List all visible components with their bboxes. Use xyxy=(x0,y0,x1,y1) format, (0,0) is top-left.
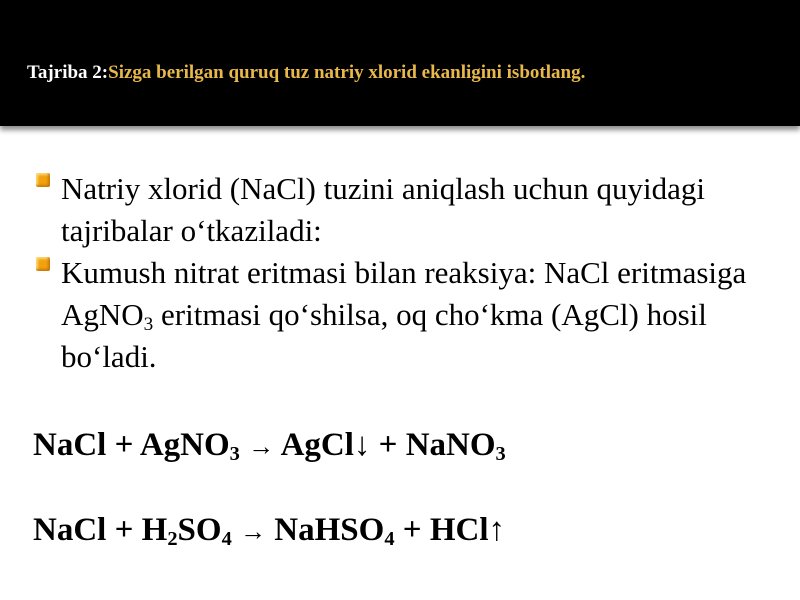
eq1-reactant-subscript: 3 xyxy=(229,443,240,466)
eq1-arrow: → xyxy=(248,432,275,461)
equation-agno3 xyxy=(33,425,506,467)
eq1-products: AgCl↓ + NaNO xyxy=(280,427,496,463)
bullet-list xyxy=(36,168,786,378)
eq2-arrow: → xyxy=(240,517,267,546)
bullet-item-2 xyxy=(36,252,786,378)
eq2-reactant-subscript-2: 4 xyxy=(221,528,232,551)
equation-h2so4 xyxy=(33,510,505,552)
title-bar xyxy=(0,0,800,126)
eq2-reactant-1: NaCl + H xyxy=(33,512,168,548)
bullet-text-2-before: Kumush nitrat eritmasi bilan reaksiya: NaCl eritmasiga AgNO xyxy=(61,255,747,332)
eq2-product-1: NaHSO xyxy=(274,512,385,548)
square-bullet-icon xyxy=(36,173,50,187)
slide-title xyxy=(27,62,585,84)
eq1-reactants: NaCl + AgNO xyxy=(33,427,230,463)
eq2-reactant-2: SO xyxy=(177,512,222,548)
eq1-product-subscript: 3 xyxy=(495,443,506,466)
bullet-item-1 xyxy=(36,168,786,252)
bullet-text-2-after: eritmasi qo‘shilsa, oq cho‘kma (AgCl) hosil bo‘ladi. xyxy=(61,297,707,374)
square-bullet-icon xyxy=(36,257,50,271)
bullet-text-2-subscript: 3 xyxy=(143,313,154,335)
bullet-text-1: Natriy xlorid (NaCl) tuzini aniqlash uchun quyidagi tajribalar o‘tkaziladi: xyxy=(61,171,705,248)
title-text: Sizga berilgan quruq tuz natriy xlorid ekanligini isbotlang. xyxy=(108,62,586,83)
eq2-product-subscript: 4 xyxy=(384,528,395,551)
title-prefix: Tajriba 2: xyxy=(27,62,109,83)
eq2-product-2: + HCl↑ xyxy=(394,512,506,548)
eq2-reactant-subscript-1: 2 xyxy=(167,528,178,551)
